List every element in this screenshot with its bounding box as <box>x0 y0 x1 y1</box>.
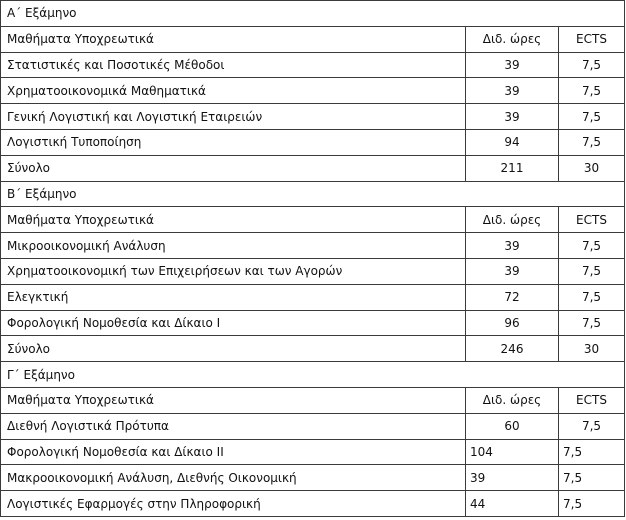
course-row <box>1 439 625 465</box>
course-row <box>1 233 625 259</box>
course-ects: 7,5 <box>559 439 625 465</box>
course-ects: 7,5 <box>559 310 625 336</box>
course-hours: 72 <box>466 284 559 310</box>
course-row <box>1 104 625 130</box>
course-hours: 96 <box>466 310 559 336</box>
course-ects: 7,5 <box>559 491 625 517</box>
course-name: Μακροοικονομική Ανάλυση, Διεθνής Οικονομική <box>1 465 466 491</box>
total-label: Σύνολο <box>1 155 466 181</box>
course-row <box>1 258 625 284</box>
total-ects: 30 <box>559 155 625 181</box>
ects-header: ECTS <box>559 26 625 52</box>
subject-header: Μαθήματα Υποχρεωτικά <box>1 26 466 52</box>
course-ects: 7,5 <box>559 52 625 78</box>
course-name: Φορολογική Νομοθεσία και Δίκαιο ΙΙ <box>1 439 466 465</box>
course-hours: 39 <box>466 104 559 130</box>
course-row <box>1 284 625 310</box>
course-name: Διεθνή Λογιστικά Πρότυπα <box>1 413 466 439</box>
course-hours: 44 <box>466 491 559 517</box>
semester-title: Α΄ Εξάμηνο <box>1 1 625 27</box>
course-row <box>1 465 625 491</box>
total-label: Σύνολο <box>1 336 466 362</box>
course-name: Λογιστικές Εφαρμογές στην Πληροφορική <box>1 491 466 517</box>
course-ects: 7,5 <box>559 258 625 284</box>
subject-header: Μαθήματα Υποχρεωτικά <box>1 207 466 233</box>
header-row <box>1 207 625 233</box>
course-hours: 39 <box>466 52 559 78</box>
course-hours: 39 <box>466 233 559 259</box>
course-name: Χρηματοοικονομικά Μαθηματικά <box>1 78 466 104</box>
semester-row <box>1 1 625 27</box>
hours-header: Διδ. ώρες <box>466 387 559 413</box>
course-ects: 7,5 <box>559 78 625 104</box>
header-row <box>1 387 625 413</box>
semester-title: Γ΄ Εξάμηνο <box>1 362 625 388</box>
header-row <box>1 26 625 52</box>
semester-row <box>1 181 625 207</box>
course-ects: 7,5 <box>559 465 625 491</box>
total-hours: 246 <box>466 336 559 362</box>
total-row <box>1 155 625 181</box>
course-row <box>1 491 625 517</box>
course-ects: 7,5 <box>559 233 625 259</box>
course-name: Γενική Λογιστική και Λογιστική Εταιρειών <box>1 104 466 130</box>
course-row <box>1 310 625 336</box>
course-hours: 39 <box>466 465 559 491</box>
course-row <box>1 52 625 78</box>
course-hours: 39 <box>466 258 559 284</box>
semester-row <box>1 362 625 388</box>
course-name: Λογιστική Τυποποίηση <box>1 129 466 155</box>
ects-header: ECTS <box>559 387 625 413</box>
course-hours: 39 <box>466 78 559 104</box>
total-hours: 211 <box>466 155 559 181</box>
course-name: Ελεγκτική <box>1 284 466 310</box>
course-hours: 94 <box>466 129 559 155</box>
course-name: Μικροοικονομική Ανάλυση <box>1 233 466 259</box>
course-ects: 7,5 <box>559 413 625 439</box>
total-row <box>1 336 625 362</box>
course-name: Φορολογική Νομοθεσία και Δίκαιο Ι <box>1 310 466 336</box>
course-row <box>1 78 625 104</box>
ects-header: ECTS <box>559 207 625 233</box>
course-row <box>1 129 625 155</box>
course-hours: 60 <box>466 413 559 439</box>
course-name: Στατιστικές και Ποσοτικές Μέθοδοι <box>1 52 466 78</box>
course-row <box>1 413 625 439</box>
course-hours: 104 <box>466 439 559 465</box>
course-name: Χρηματοοικονομική των Επιχειρήσεων και των Αγορών <box>1 258 466 284</box>
course-ects: 7,5 <box>559 284 625 310</box>
course-ects: 7,5 <box>559 129 625 155</box>
total-ects: 30 <box>559 336 625 362</box>
hours-header: Διδ. ώρες <box>466 207 559 233</box>
semester-title: Β΄ Εξάμηνο <box>1 181 625 207</box>
course-ects: 7,5 <box>559 104 625 130</box>
subject-header: Μαθήματα Υποχρεωτικά <box>1 387 466 413</box>
hours-header: Διδ. ώρες <box>466 26 559 52</box>
